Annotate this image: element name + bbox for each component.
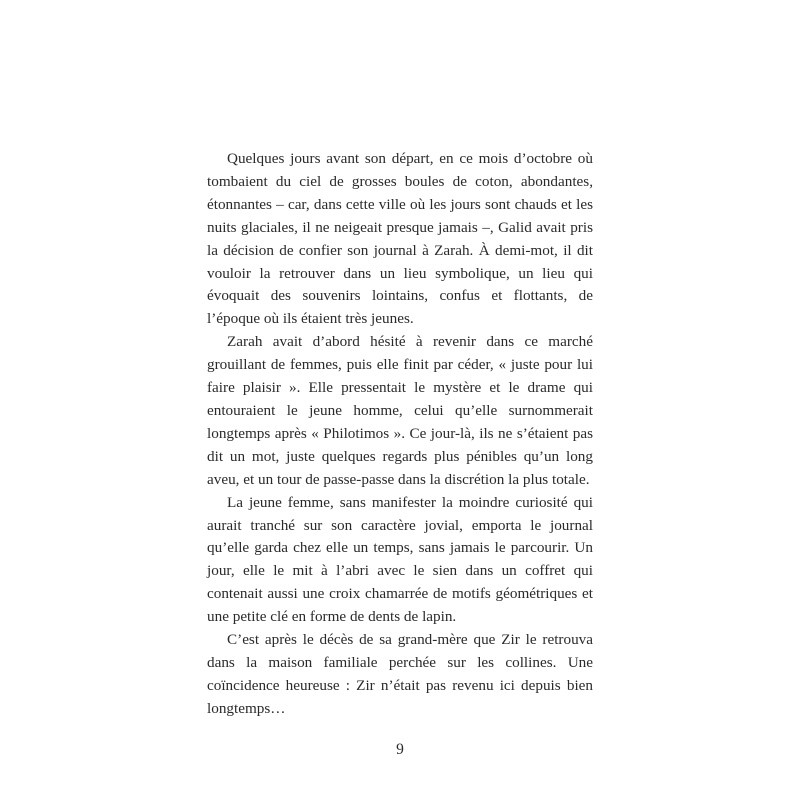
paragraph-4: C’est après le décès de sa grand-mère que Zir le retrouva dans la maison familiale perchée sur les collines. Une coïncidence heureuse : Zir n’était pas revenu ici depuis bien longtemps… [207, 631, 593, 717]
paragraph-1: Quelques jours avant son départ, en ce mois d’octobre où tombaient du ciel de grosses boules de coton, abondantes, étonnantes – car, dans cette ville où les jours sont chauds et les nuits glaciales, il ne neigeait presque jamais –, Galid avait pris la décision de confier son journal à Zarah. À demi-mot, il dit vouloir la retrouver dans un lieu symbolique, un lieu qui évoquait des souvenirs lointains, confus et flottants, de l’époque où ils étaient très jeunes. [207, 150, 593, 328]
page-number: 9 [396, 741, 404, 758]
paragraph-3: La jeune femme, sans manifester la moindre curiosité qui aurait tranché sur son caractère jovial, emporta le journal qu’elle garda chez elle un temps, sans jamais le parcourir. Un jour, elle le mit à l’abri avec le sien dans un coffret qui contenait aussi une croix chamarrée de motifs géométriques et une petite clé en forme de dents de lapin. [207, 493, 593, 626]
body-text [207, 148, 593, 721]
paragraph-2: Zarah avait d’abord hésité à revenir dans ce marché grouillant de femmes, puis elle finit par céder, « juste pour lui faire plaisir ». Elle pressentait le mystère et le drame qui entouraient le jeune homme, celui qu’elle surnommerait longtemps après « Philotimos ». Ce jour-là, ils ne s’étaient pas dit un mot, juste quelques regards plus pénibles qu’un long aveu, et un tour de passe-passe dans la discrétion la plus totale. [207, 333, 593, 488]
